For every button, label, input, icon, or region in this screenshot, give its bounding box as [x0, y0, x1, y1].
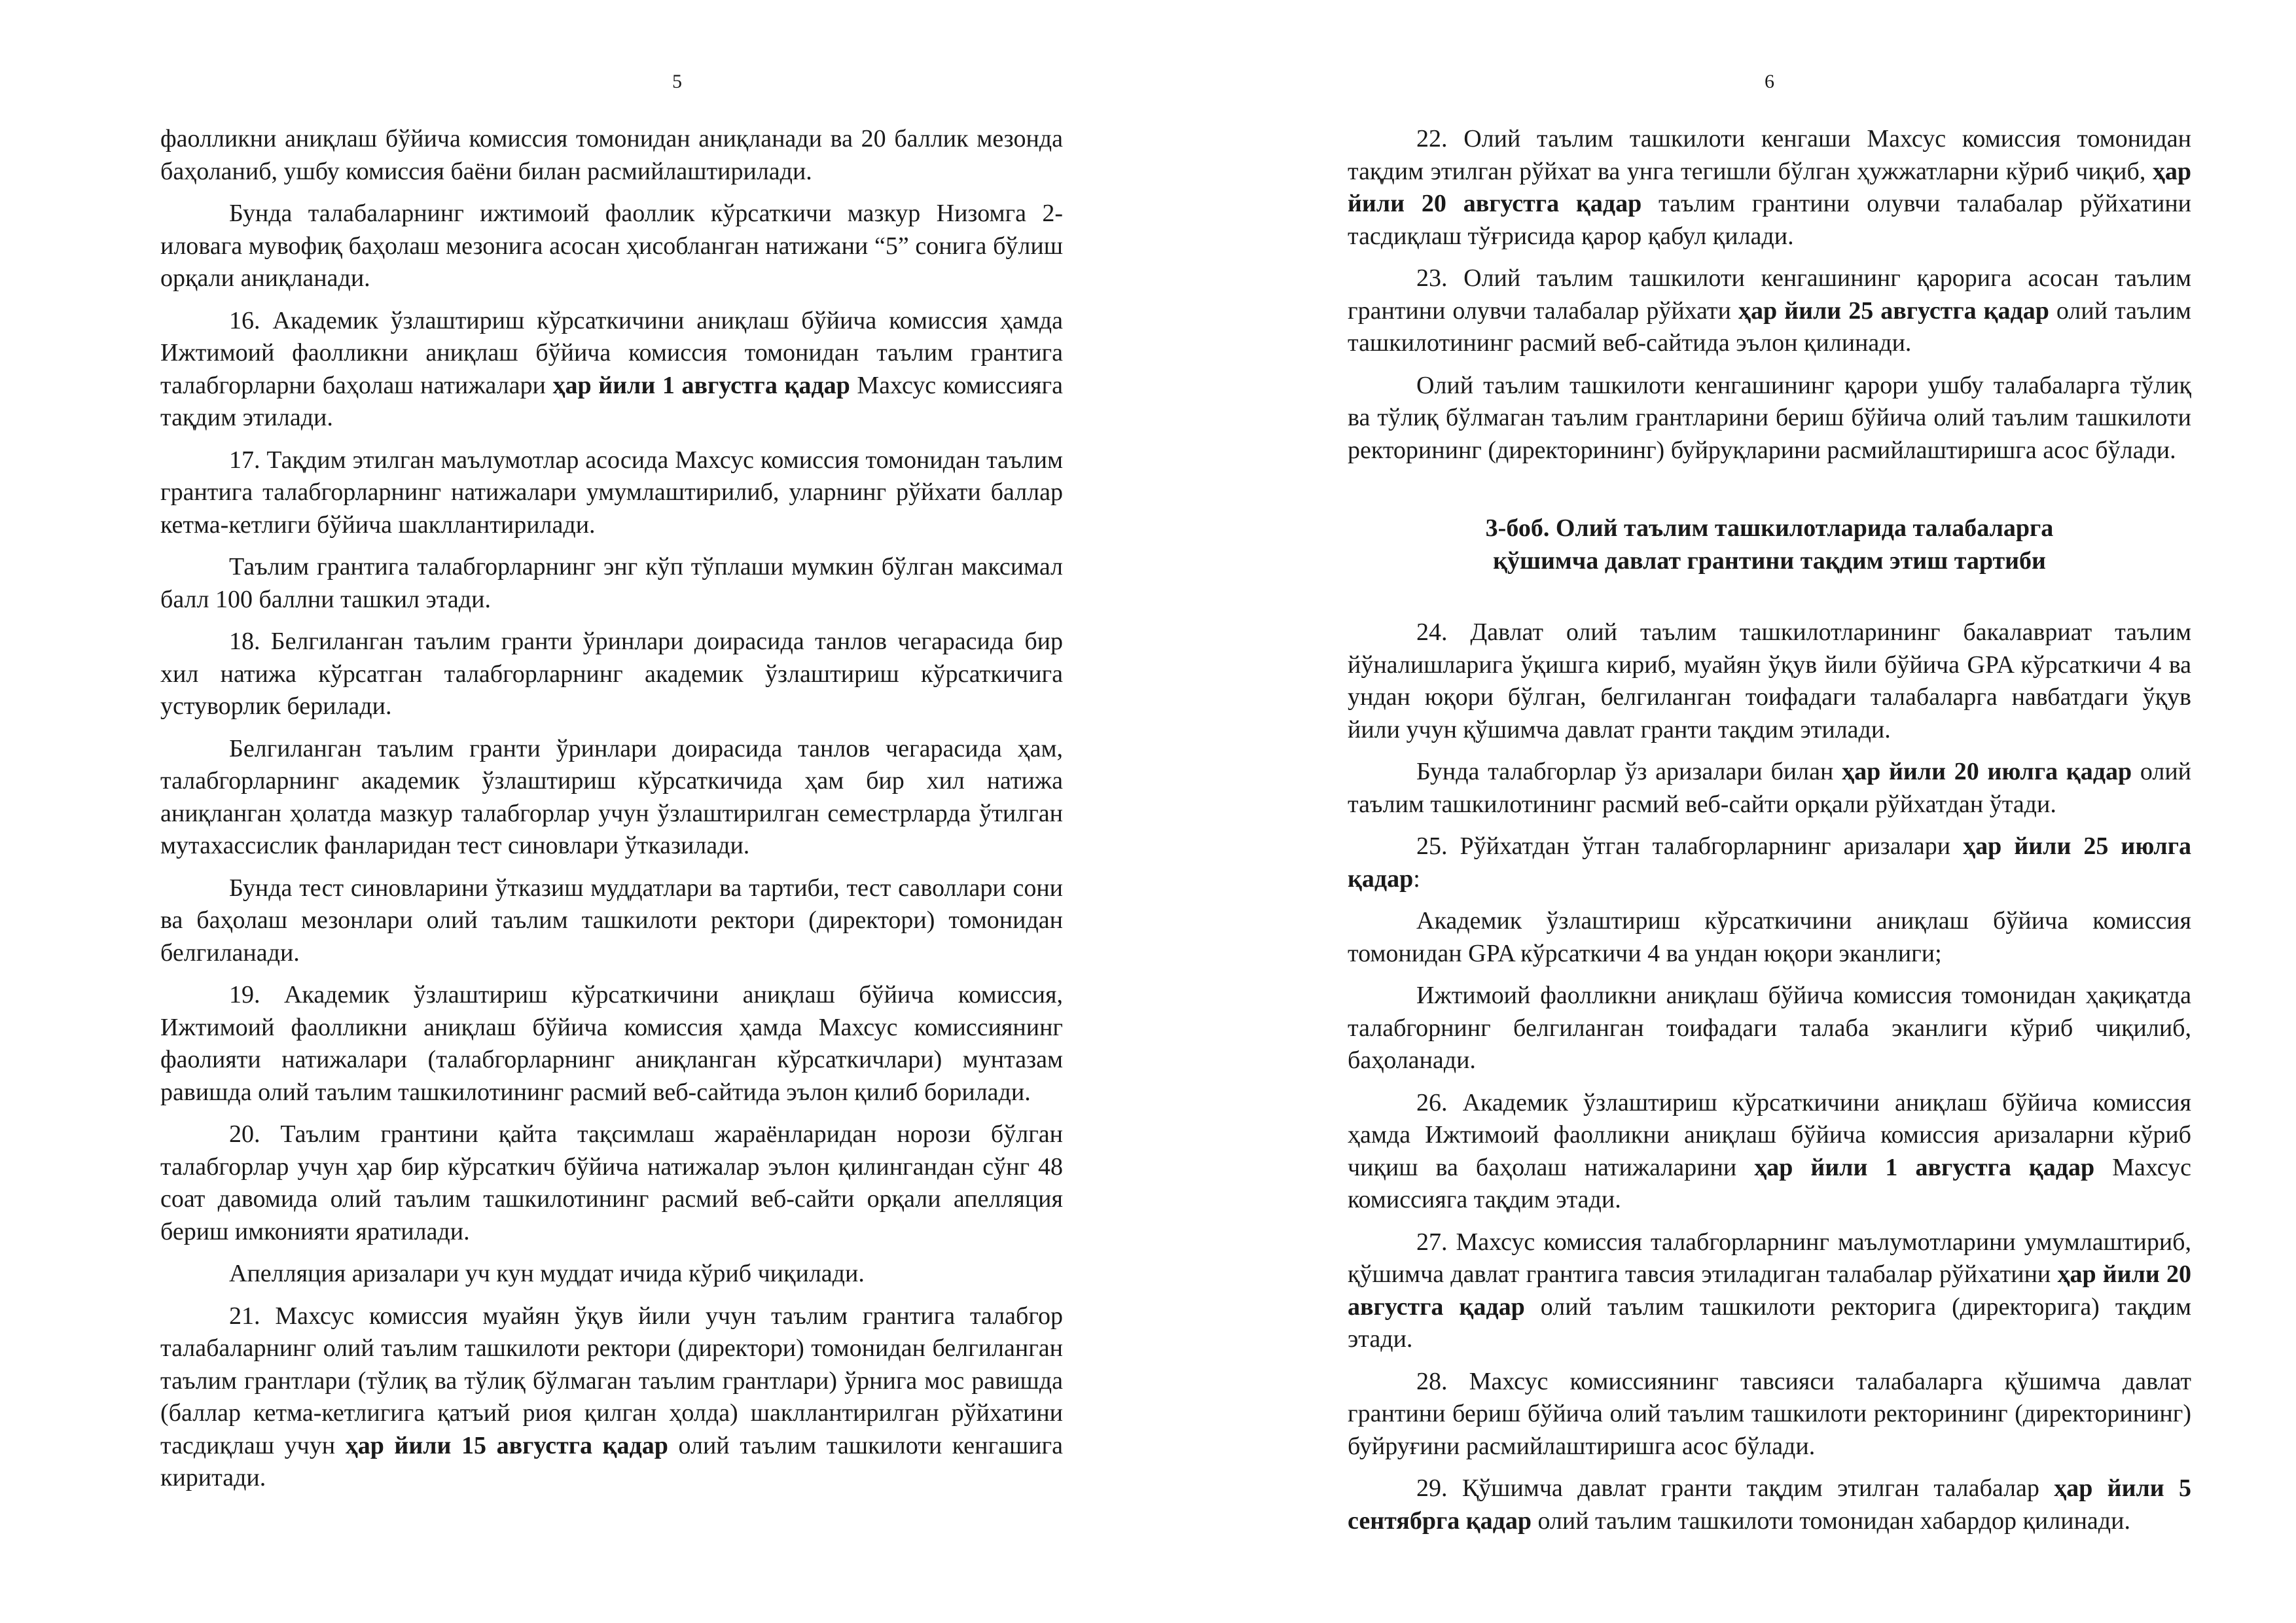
- right-page-body-bottom: [1348, 616, 2191, 1537]
- text-run: олий таълим ташкилотининг расмий веб-сайтида эълон қилинади.: [1348, 296, 2191, 357]
- text-run: 28. Махсус комиссиянинг тавсияси талабаларга қўшимча давлат грантини бериш бўйича олий таълим ташкилоти ректорининг (директорининг) буйруғини расмийлаштиришга асос бўлади.: [1348, 1367, 2191, 1460]
- paragraph: [160, 1118, 1063, 1248]
- paragraph: [160, 1300, 1063, 1495]
- paragraph: [1348, 1366, 2191, 1463]
- left-page-body: [160, 123, 1063, 1495]
- paragraph: [1348, 905, 2191, 970]
- paragraph: [1348, 756, 2191, 821]
- text-run: Махсус комиссияга тақдим этади.: [1348, 1153, 2191, 1213]
- paragraph: [1348, 1087, 2191, 1217]
- paragraph: [160, 305, 1063, 435]
- bold-deadline: ҳар йили 25 июлга қадар: [1348, 832, 2191, 893]
- text-run: Олий таълим ташкилоти кенгашининг қарори ушбу талабаларга тўлиқ ва тўлиқ бўлмаган таълим грантларини бериш бўйича олий таълим ташкилоти ректорининг (директорининг) буйруқларини расмийлаштиришга асос бўлади.: [1348, 371, 2191, 464]
- chapter-heading: [1348, 512, 2191, 577]
- paragraph: [160, 123, 1063, 188]
- text-run: Белгиланган таълим гранти ўринлари доирасида танлов чегарасида ҳам, талабгорларнинг академик ўзлаштириш кўрсаткичида ҳам бир хил натижа аниқланган ҳолатда мазкур талабгорлар учун ўзлаштирилган семестрларда ўтилган мутахассислик фанларидан тест синовлари ўтказилади.: [160, 734, 1063, 859]
- paragraph: [160, 551, 1063, 616]
- text-run: 17. Тақдим этилган маълумотлар асосида Махсус комиссия томонидан таълим грантига талабгорларнинг натижалари умумлаштирилиб, уларнинг рўйхати баллар кетма-кетлиги бўйича шакллантирилади.: [160, 446, 1063, 539]
- bold-deadline: ҳар йили 25 августга қадар: [1738, 296, 2049, 325]
- bold-deadline: ҳар йили 5 сентябрга қадар: [1348, 1474, 2192, 1535]
- text-run: :: [1413, 865, 1420, 893]
- text-run: олий таълим ташкилоти кенгашига киритади.: [160, 1431, 1063, 1491]
- paragraph: [160, 733, 1063, 863]
- text-run: таълим грантини олувчи талабалар рўйхатини тасдиқлаш тўғрисида қарор қабул қилади.: [1348, 190, 2191, 250]
- text-run: Бунда талабаларнинг ижтимоий фаоллик кўрсаткичи мазкур Низомга 2-иловага мувофиқ баҳолаш мезонига асосан ҳисобланган натижани “5” сонига бўлиш орқали аниқланади.: [160, 200, 1063, 292]
- text-run: Бунда тест синовларини ўтказиш муддатлари ва тартиби, тест саволлари сони ва баҳолаш мезонлари олий таълим ташкилоти ректори (директори) томонидан белгиланади.: [160, 874, 1063, 967]
- text-run: Махсус комиссияга тақдим этилади.: [160, 371, 1063, 431]
- bold-deadline: ҳар йили 20 августга қадар: [1348, 157, 2191, 217]
- paragraph: [160, 1258, 1063, 1291]
- paragraph: [1348, 370, 2191, 467]
- text-run: олий таълим ташкилотининг расмий веб-сайти орқали рўйхатдан ўтади.: [1348, 758, 2191, 818]
- text-run: Апелляция аризалари уч кун муддат ичида кўриб чиқилади.: [229, 1260, 865, 1287]
- paragraph: [1348, 980, 2191, 1077]
- right-page: [1148, 0, 2296, 1623]
- text-run: 27. Махсус комиссия талабгорларнинг маълумотларини умумлаштириб, қўшимча давлат грантига тавсия этиладиган талабалар рўйхатини: [1348, 1228, 2191, 1288]
- bold-deadline: ҳар йили 15 августга қадар: [345, 1431, 668, 1459]
- paragraph: [1348, 1226, 2191, 1356]
- text-run: 25. Рўйхатдан ўтган талабгорларнинг аризалари: [1416, 832, 1964, 860]
- text-run: олий таълим ташкилоти томонидан хабардор қилинади.: [1531, 1507, 2130, 1535]
- paragraph: [160, 872, 1063, 970]
- text-run: 24. Давлат олий таълим ташкилотларининг бакалавриат таълим йўналишларига ўқишга кириб, муайян ўқув йили бўйича GPA кўрсаткичи 4 ва ундан юқори бўлган, белгиланган тоифадаги талабаларга навбатдаги ўқув йили учун қўшимча давлат гранти тақдим этилади.: [1348, 618, 2191, 743]
- paragraph: [160, 198, 1063, 295]
- bold-deadline: ҳар йили 20 июлга қадар: [1842, 758, 2132, 785]
- text-run: 29. Қўшимча давлат гранти тақдим этилган талабалар: [1416, 1474, 2054, 1502]
- text-run: 22. Олий таълим ташкилоти кенгаши Махсус комиссия томонидан тақдим этилган рўйхат ва унга тегишли бўлган ҳужжатларни кўриб чиқиб,: [1348, 125, 2191, 185]
- text-run: Бунда талабгорлар ўз аризалари билан: [1416, 758, 1842, 785]
- text-run: Таълим грантига талабгорларнинг энг кўп тўплаши мумкин бўлган максимал балл 100 баллни ташкил этади.: [160, 553, 1063, 613]
- chapter-heading-line: қўшимча давлат грантини тақдим этиш тартиби: [1493, 546, 2046, 575]
- text-run: Академик ўзлаштириш кўрсаткичини аниқлаш бўйича комиссия томонидан GPA кўрсаткичи 4 ва ундан юқори эканлиги;: [1348, 907, 2191, 967]
- paragraph: [1348, 1472, 2191, 1537]
- text-run: фаолликни аниқлаш бўйича комиссия томонидан аниқланади ва 20 баллик мезонда баҳоланиб, ушбу комиссия баёни билан расмийлаштирилади.: [160, 125, 1063, 185]
- bold-deadline: ҳар йили 1 августга қадар: [1754, 1153, 2095, 1181]
- chapter-heading-line: 3-боб. Олий таълим ташкилотларида талабаларга: [1485, 514, 2054, 542]
- page-number: 6: [1765, 71, 1774, 92]
- bold-deadline: ҳар йили 1 августга қадар: [552, 371, 850, 399]
- paragraph: [1348, 123, 2191, 253]
- text-run: олий таълим ташкилоти ректорига (директорига) тақдим этади.: [1348, 1293, 2191, 1353]
- text-run: 23. Олий таълим ташкилоти кенгашининг қарорига асосан таълим грантини олувчи талабалар рўйхати: [1348, 264, 2191, 325]
- paragraph: [160, 626, 1063, 723]
- text-run: 19. Академик ўзлаштириш кўрсаткичини аниқлаш бўйича комиссия, Ижтимоий фаолликни аниқлаш бўйича комиссия ҳамда Махсус комиссиянинг фаолияти натижалари (талабгорларнинг аниқланган кўрсаткичлари) мунтазам равишда олий таълим ташкилотининг расмий веб-сайтида эълон қилиб борилади.: [160, 981, 1063, 1106]
- text-run: 18. Белгиланган таълим гранти ўринлари доирасида танлов чегарасида бир хил натижа кўрсатган талабгорларнинг академик ўзлаштириш кўрсаткичига устуворлик берилади.: [160, 628, 1063, 720]
- page-number: 5: [672, 71, 682, 92]
- text-run: 20. Таълим грантини қайта тақсимлаш жараёнларидан норози бўлган талабгорлар учун ҳар бир кўрсаткич бўйича натижалар эълон қилингандан сўнг 48 соат давомида олий таълим ташкилотининг расмий веб-сайти орқали апелляция бериш имконияти яратилади.: [160, 1120, 1063, 1245]
- text-run: Ижтимоий фаолликни аниқлаш бўйича комиссия томонидан ҳақиқатда талабгорнинг белгиланган тоифадаги талаба эканлиги кўриб чиқилиб, баҳоланади.: [1348, 982, 2191, 1074]
- right-page-body-top: [1348, 123, 2191, 467]
- paragraph: [1348, 830, 2191, 895]
- text-run: 26. Академик ўзлаштириш кўрсаткичини аниқлаш бўйича комиссия ҳамда Ижтимоий фаолликни аниқлаш бўйича комиссия аризаларни кўриб чиқиш ва баҳолаш натижаларини: [1348, 1088, 2191, 1181]
- text-run: 16. Академик ўзлаштириш кўрсаткичини аниқлаш бўйича комиссия ҳамда Ижтимоий фаолликни аниқлаш бўйича комиссия томонидан таълим грантига талабгорларни баҳолаш натижалари: [160, 306, 1063, 399]
- bold-deadline: ҳар йили 20 августга қадар: [1348, 1260, 2191, 1321]
- paragraph: [1348, 616, 2191, 746]
- text-run: 21. Махсус комиссия муайян ўқув йили учун таълим грантига талабгор талабаларнинг олий таълим ташкилоти ректори (директори) томонидан белгиланган таълим грантлари (тўлиқ ва тўлиқ бўлмаган таълим грантлари) ўрнига мос равишда (баллар кетма-кетлигига қатъий риоя қилган ҳолда) шакллантирилган рўйхатини тасдиқлаш учун: [160, 1302, 1063, 1459]
- paragraph: [160, 444, 1063, 542]
- paragraph: [160, 979, 1063, 1109]
- paragraph: [1348, 262, 2191, 360]
